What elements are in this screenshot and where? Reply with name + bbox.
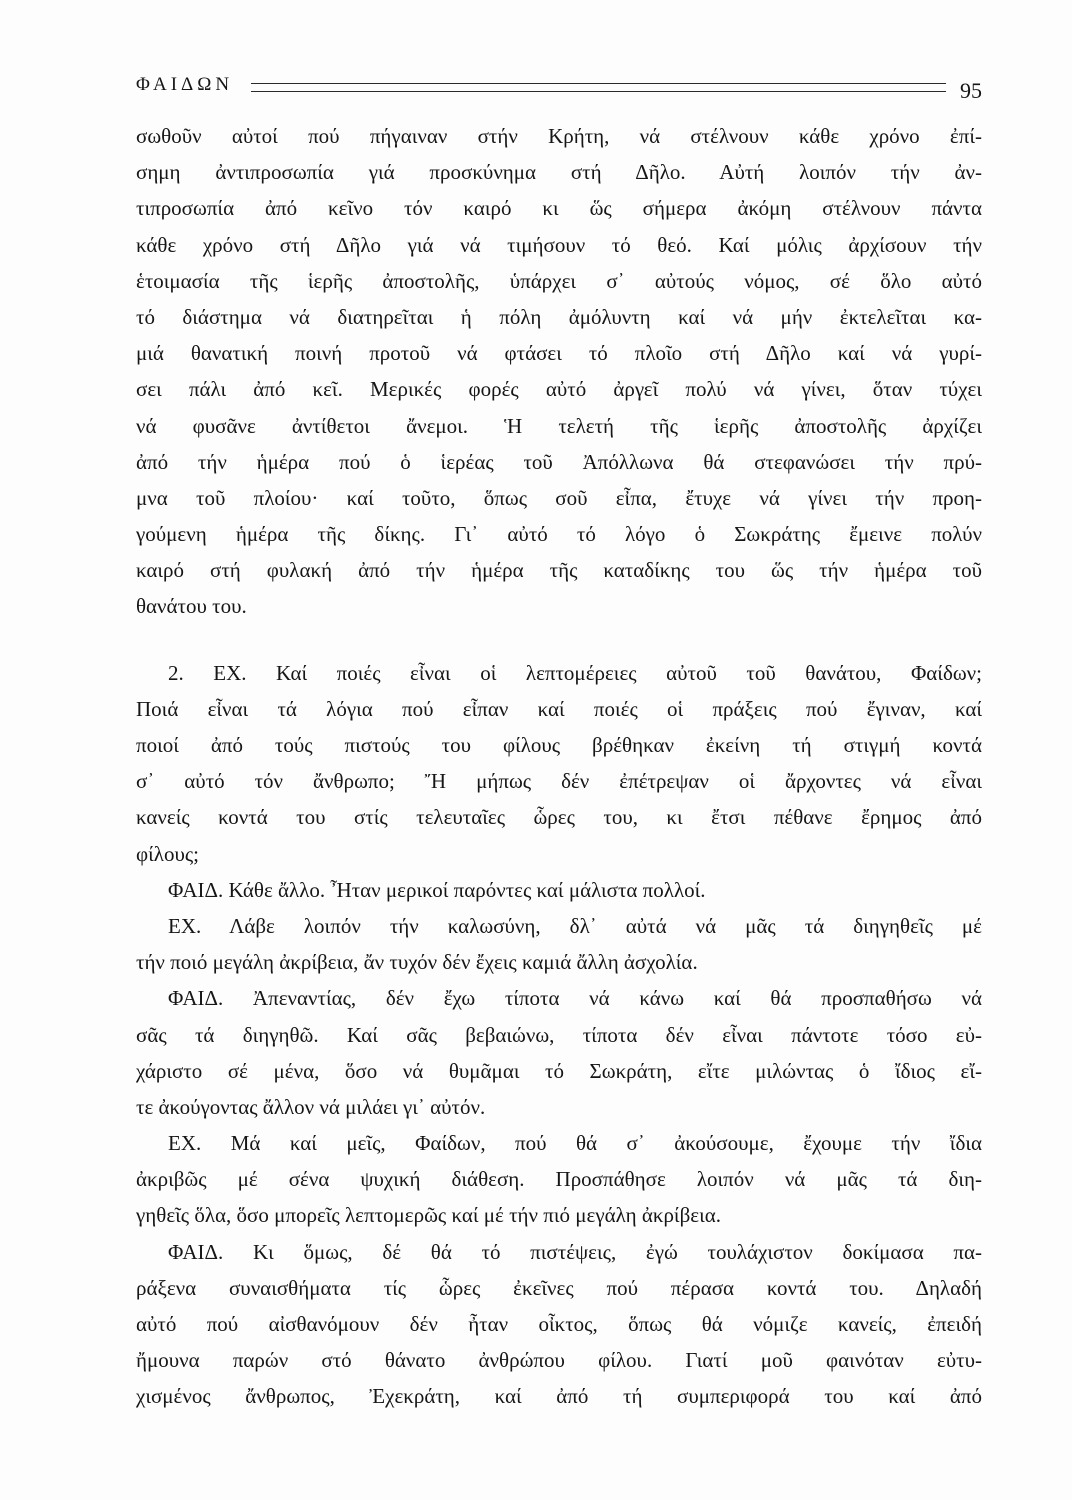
text-line: ράξενα συναισθήματα τίς ὧρες ἐκεῖνες πού πέρασα κοντά του. Δηλαδή [136,1275,982,1300]
text-line: γούμενη ἡμέρα τῆς δίκης. Γι᾽ αὐτό τό λόγο ὁ Σωκράτης ἔμεινε πολύν [136,522,982,547]
text-line: ἤμουνα παρών στό θάνατο ἀνθρώπου φίλου. Γιατί μοῦ φαινόταν εὐτυ- [136,1348,982,1373]
paragraph-echecrates-reply [136,1125,982,1234]
page-number: 95 [960,78,982,103]
text-line: κανείς κοντά του στίς τελευταῖες ὧρες του, κι ἔτσι πέθανε ἔρημος ἀπό [136,805,982,830]
text-line: τε ἀκούγοντας ἄλλον νά μιλάει γι᾽ αὐτόν. [136,1094,486,1119]
text-line: Ποιά εἶναι τά λόγια πού εἶπαν καί ποιές οἱ πράξεις πού ἔγιναν, καί [136,696,982,721]
text-line: ἀκριβῶς μέ σένα ψυχική διάθεση. Προσπάθησε λοιπόν νά μᾶς τά διη- [136,1167,982,1192]
text-line: ΦΑΙΔ. Κι ὅμως, δέ θά τό πιστέψεις, ἐγώ τουλάχιστον δοκίμασα πα- [168,1239,982,1264]
text-line: ΦΑΙΔ. Κάθε ἄλλο. Ἦταν μερικοί παρόντες καί μάλιστα πολλοί. [168,877,706,902]
text-line: ἑτοιμασία τῆς ἱερῆς ἀποστολῆς, ὑπάρχει σ᾽ αὐτούς νόμος, σέ ὅλο αὐτό [136,268,982,293]
text-line: καιρό στή φυλακή ἀπό τήν ἡμέρα τῆς καταδίκης του ὥς τήν ἡμέρα τοῦ [136,558,982,583]
text-line: μνα τοῦ πλοίου· καί τοῦτο, ὅπως σοῦ εἶπα, ἔτυχε νά γίνει τήν προη- [136,485,982,510]
text-line: μιά θανατική ποινή προτοῦ νά φτάσει τό πλοῖο στή Δῆλο καί νά γυρί- [136,341,982,366]
page-header [136,68,982,102]
text-line: χάριστο σέ μένα, ὅσο νά θυμᾶμαι τό Σωκράτη, εἴτε μιλώντας ὁ ἴδιος εἴ- [136,1058,982,1083]
text-line: γηθεῖς ὅλα, ὅσο μπορεῖς λεπτομερῶς καί μέ τήν πιό μεγάλη ἀκρίβεια. [136,1203,721,1228]
paragraph-phaidon-reply-3 [136,1234,982,1415]
text-line: σᾶς τά διηγηθῶ. Καί σᾶς βεβαιώνω, τίποτα δέν εἶναι πάντοτε τόσο εὐ- [136,1022,982,1047]
text-line: σωθοῦν αὐτοί πού πήγαιναν στήν Κρήτη, νά στέλνουν κάθε χρόνο ἐπί- [136,124,982,148]
text-line: σ᾽ αὐτό τόν ἄνθρωπο; Ἤ μήπως δέν ἐπέτρεψαν οἱ ἄρχοντες νά εἶναι [136,769,982,794]
paragraph-continuation [136,118,982,625]
text-line: τήν ποιό μεγάλη ἀκρίβεια, ἄν τυχόν δέν ἔχεις καμιά ἄλλη ἀσχολία. [136,950,698,975]
text-line: ΦΑΙΔ. Ἀπεναντίας, δέν ἔχω τίποτα νά κάνω καί θά προσπαθήσω νά [168,986,982,1011]
text-line: χισμένος ἄνθρωπος, Ἐχεκράτη, καί ἀπό τή συμπεριφορά του καί ἀπό [136,1384,982,1409]
paragraph-phaidon-reply-1 [136,872,982,908]
text-line: ἀπό τήν ἡμέρα πού ὁ ἱερέας τοῦ Ἀπόλλωνα θά στεφανώσει τήν πρύ- [136,449,982,474]
header-double-rule [251,83,946,92]
text-line: σημη ἀντιπροσωπία γιά προσκύνημα στή Δῆλο. Αὐτή λοιπόν τήν ἀν- [136,160,982,185]
running-title: ΦΑΙΔΩΝ [136,74,234,95]
text-line: νά φυσᾶνε ἀντίθετοι ἄνεμοι. Ἡ τελετή τῆς ἱερῆς ἀποστολῆς ἀρχίζει [136,413,982,438]
text-line: κάθε χρόνο στή Δῆλο γιά νά τιμήσουν τό θεό. Καί μόλις ἀρχίσουν τήν [136,232,982,257]
text-line: θανάτου του. [136,594,247,619]
text-line: ΕΧ. Μά καί μεῖς, Φαίδων, πού θά σ᾽ ἀκούσουμε, ἔχουμε τήν ἴδια [168,1131,982,1156]
text-line: σει πάλι ἀπό κεῖ. Μερικές φορές αὐτό ἀργεῖ πολύ νά γίνει, ὅταν τύχει [136,377,982,402]
text-line: τό διάστημα νά διατηρεῖται ἡ πόλη ἀμόλυντη καί νά μήν ἐκτελεῖται κα- [136,304,982,329]
text-line: ΕΧ. Λάβε λοιπόν τήν καλωσύνη, δλ᾽ αὐτά νά μᾶς τά διηγηθεῖς μέ [168,913,982,938]
text-line: φίλους; [136,841,199,866]
body-text [136,118,982,1415]
paragraph-phaidon-reply-2 [136,980,982,1125]
text-line: τιπροσωπία ἀπό κεῖνο τόν καιρό κι ὥς σήμερα ἀκόμη στέλνουν πάντα [136,196,982,221]
text-line: ποιοί ἀπό τούς πιστούς του φίλους βρέθηκαν ἐκείνη τή στιγμή κοντά [136,733,982,757]
text-line: αὐτό πού αἰσθανόμουν δέν ἦταν οἶκτος, ὅπως θά νόμιζε κανείς, ἐπειδή [136,1312,982,1336]
section-gap [136,625,982,655]
paragraph-echecrates-request [136,908,982,980]
paragraph-section-2 [136,655,982,872]
text-line: 2. ΕΧ. Καί ποιές εἶναι οἱ λεπτομέρειες αὐτοῦ τοῦ θανάτου, Φαίδων; [168,660,982,685]
